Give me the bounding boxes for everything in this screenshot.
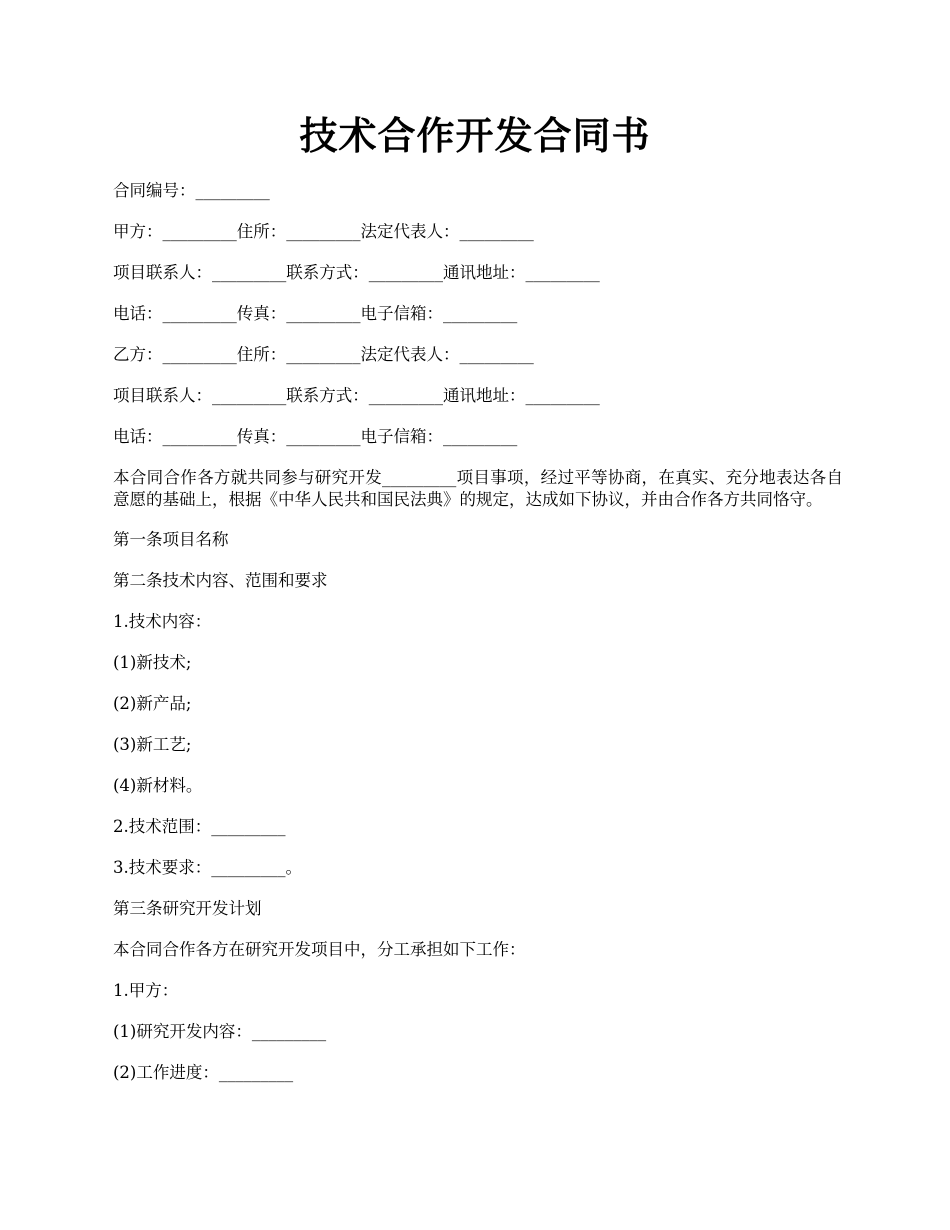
list-item: (1)新技术; — [113, 653, 192, 672]
document-title: 技术合作开发合同书 — [299, 113, 651, 158]
list-item: (3)新工艺; — [113, 735, 192, 754]
section-heading: 第二条技术内容、范围和要求 — [113, 571, 328, 590]
list-item: (2)新产品; — [113, 694, 192, 713]
list-item: (1)研究开发内容：_________ — [113, 1022, 327, 1041]
party-b-contact-line: 项目联系人：_________联系方式：_________通讯地址：_________ — [113, 386, 600, 405]
body-line: 本合同合作各方在研究开发项目中，分工承担如下工作： — [113, 940, 526, 959]
party-a-contact-line: 项目联系人：_________联系方式：_________通讯地址：_________ — [113, 263, 600, 282]
intro-paragraph: 本合同合作各方就共同参与研究开发_________项目事项，经过平等协商，在真实、充分地表达各自意愿的基础上，根据《中华人民共和国民法典》的规定，达成如下协议，并由合作各方共同恪守。 — [113, 468, 843, 509]
contract-number-line: 合同编号：_________ — [113, 181, 270, 200]
list-item: 3.技术要求：_________。 — [113, 858, 302, 877]
party-b-line: 乙方：_________住所：_________法定代表人：_________ — [113, 345, 534, 364]
list-item: (2)工作进度：_________ — [113, 1063, 294, 1082]
list-item: 1.甲方： — [113, 981, 179, 1000]
party-b-phone-line: 电话：_________传真：_________电子信箱：_________ — [113, 427, 518, 446]
list-item: 2.技术范围：_________ — [113, 817, 286, 836]
party-a-line: 甲方：_________住所：_________法定代表人：_________ — [113, 222, 534, 241]
section-heading: 第一条项目名称 — [113, 530, 229, 549]
list-item: 1.技术内容： — [113, 612, 212, 631]
document-body — [113, 180, 843, 1103]
party-a-phone-line: 电话：_________传真：_________电子信箱：_________ — [113, 304, 518, 323]
section-heading: 第三条研究开发计划 — [113, 899, 262, 918]
list-item: (4)新材料。 — [113, 776, 203, 795]
